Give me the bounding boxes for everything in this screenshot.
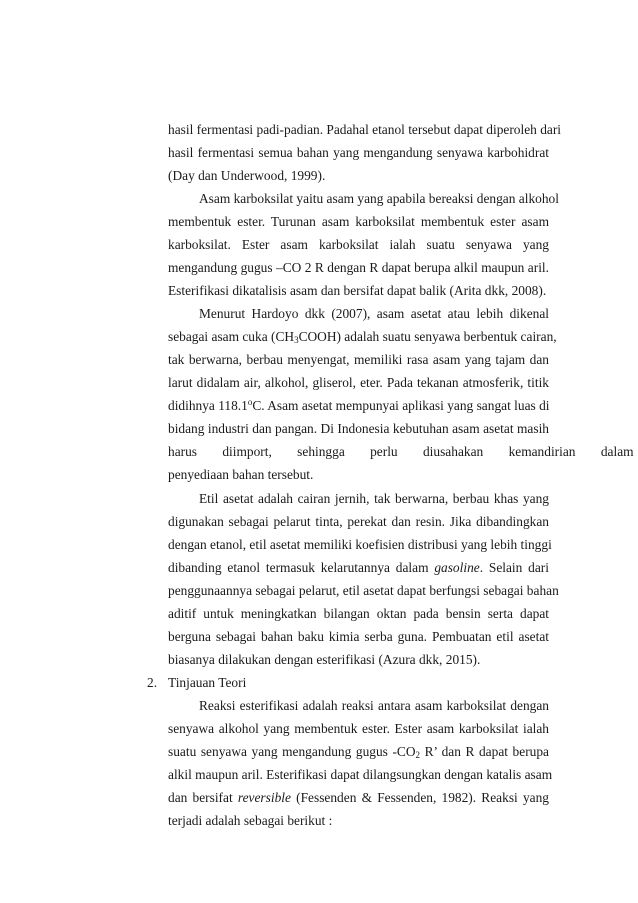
- section-title: Tinjauan Teori: [168, 675, 247, 690]
- paragraph-line: dan bersifat reversible (Fessenden & Fessenden, 1982). Reaksi yang: [168, 790, 549, 805]
- paragraph-line: berguna sebagai bahan baku kimia serba guna. Pembuatan etil asetat: [168, 629, 549, 644]
- paragraph-line: Esterifikasi dikatalisis asam dan bersifat dapat balik (Arita dkk, 2008).: [168, 283, 547, 298]
- paragraph-line: Etil asetat adalah cairan jernih, tak berwarna, berbau khas yang: [199, 491, 549, 506]
- paragraph-line: sebagai asam cuka $(CH_3COOH)$ adalah suatu senyawa berbentuk cairan,: [168, 329, 557, 345]
- paragraph-line: didihnya 118.1$^o$C. Asam asetat mempunyai aplikasi yang sangat luas di: [168, 397, 550, 413]
- paragraph-line: karboksilat. Ester asam karboksilat ialah suatu senyawa yang: [168, 237, 549, 252]
- superscript: o: [247, 397, 253, 407]
- section-number: 2.: [147, 675, 158, 690]
- paragraph-line: hasil fermentasi semua bahan yang mengandung senyawa karbohidrat: [168, 145, 549, 160]
- paragraph-line: (Day dan Underwood, 1999).: [168, 168, 326, 183]
- paragraph-line: biasanya dilakukan dengan esterifikasi (Azura dkk, 2015).: [168, 652, 481, 667]
- paragraph-line: dengan etanol, etil asetat memiliki koefisien distribusi yang lebih tinggi: [168, 537, 552, 552]
- paragraph-line: hasil fermentasi padi-padian. Padahal etanol tersebut dapat diperoleh dari: [168, 122, 562, 137]
- italic-term: reversible: [237, 790, 291, 805]
- paragraph-line: penyediaan bahan tersebut.: [168, 467, 314, 482]
- paragraph-line: dibanding etanol termasuk kelarutannya dalam gasoline. Selain dari: [168, 560, 549, 575]
- paragraph-line: larut didalam air, alkohol, gliserol, eter. Pada tekanan atmosferik, titik: [168, 375, 549, 390]
- paragraph-line: aditif untuk meningkatkan bilangan oktan pada bensin serta dapat: [168, 606, 549, 621]
- paragraph-line: membentuk ester. Turunan asam karboksilat membentuk ester asam: [168, 214, 549, 229]
- paragraph-line: terjadi adalah sebagai berikut :: [168, 813, 333, 828]
- paragraph-line: mengandung gugus –CO 2 R dengan R dapat berupa alkil maupun aril.: [168, 260, 549, 275]
- paragraph-line: alkil maupun aril. Esterifikasi dapat dilangsungkan dengan katalis asam: [168, 767, 553, 782]
- subscript: 2: [415, 750, 421, 760]
- paragraph-line: Asam karboksilat yaitu asam yang apabila bereaksi dengan alkohol: [199, 191, 559, 206]
- paragraph-line: Menurut Hardoyo dkk (2007), asam asetat atau lebih dikenal: [199, 306, 549, 321]
- paragraph-line: bidang industri dan pangan. Di Indonesia kebutuhan asam asetat masih: [168, 421, 549, 436]
- paragraph-line: suatu senyawa yang mengandung gugus $-CO_2$ R’ dan R dapat berupa: [168, 744, 549, 760]
- paragraph-line: Reaksi esterifikasi adalah reaksi antara asam karboksilat dengan: [199, 698, 549, 713]
- paragraph-line: tak berwarna, berbau menyengat, memiliki rasa asam yang tajam dan: [168, 352, 549, 367]
- paragraph-line: penggunaannya sebagai pelarut, etil asetat dapat berfungsi sebagai bahan: [168, 583, 559, 598]
- subscript: 3: [294, 335, 299, 345]
- paragraph-line: senyawa alkohol yang membentuk ester. Ester asam karboksilat ialah: [168, 721, 549, 736]
- paragraph-line: harus diimport, sehingga perlu diusahakan kemandirian dalam: [168, 444, 634, 459]
- italic-term: gasoline: [434, 560, 480, 575]
- paragraph-line: digunakan sebagai pelarut tinta, perekat dan resin. Jika dibandingkan: [168, 514, 549, 529]
